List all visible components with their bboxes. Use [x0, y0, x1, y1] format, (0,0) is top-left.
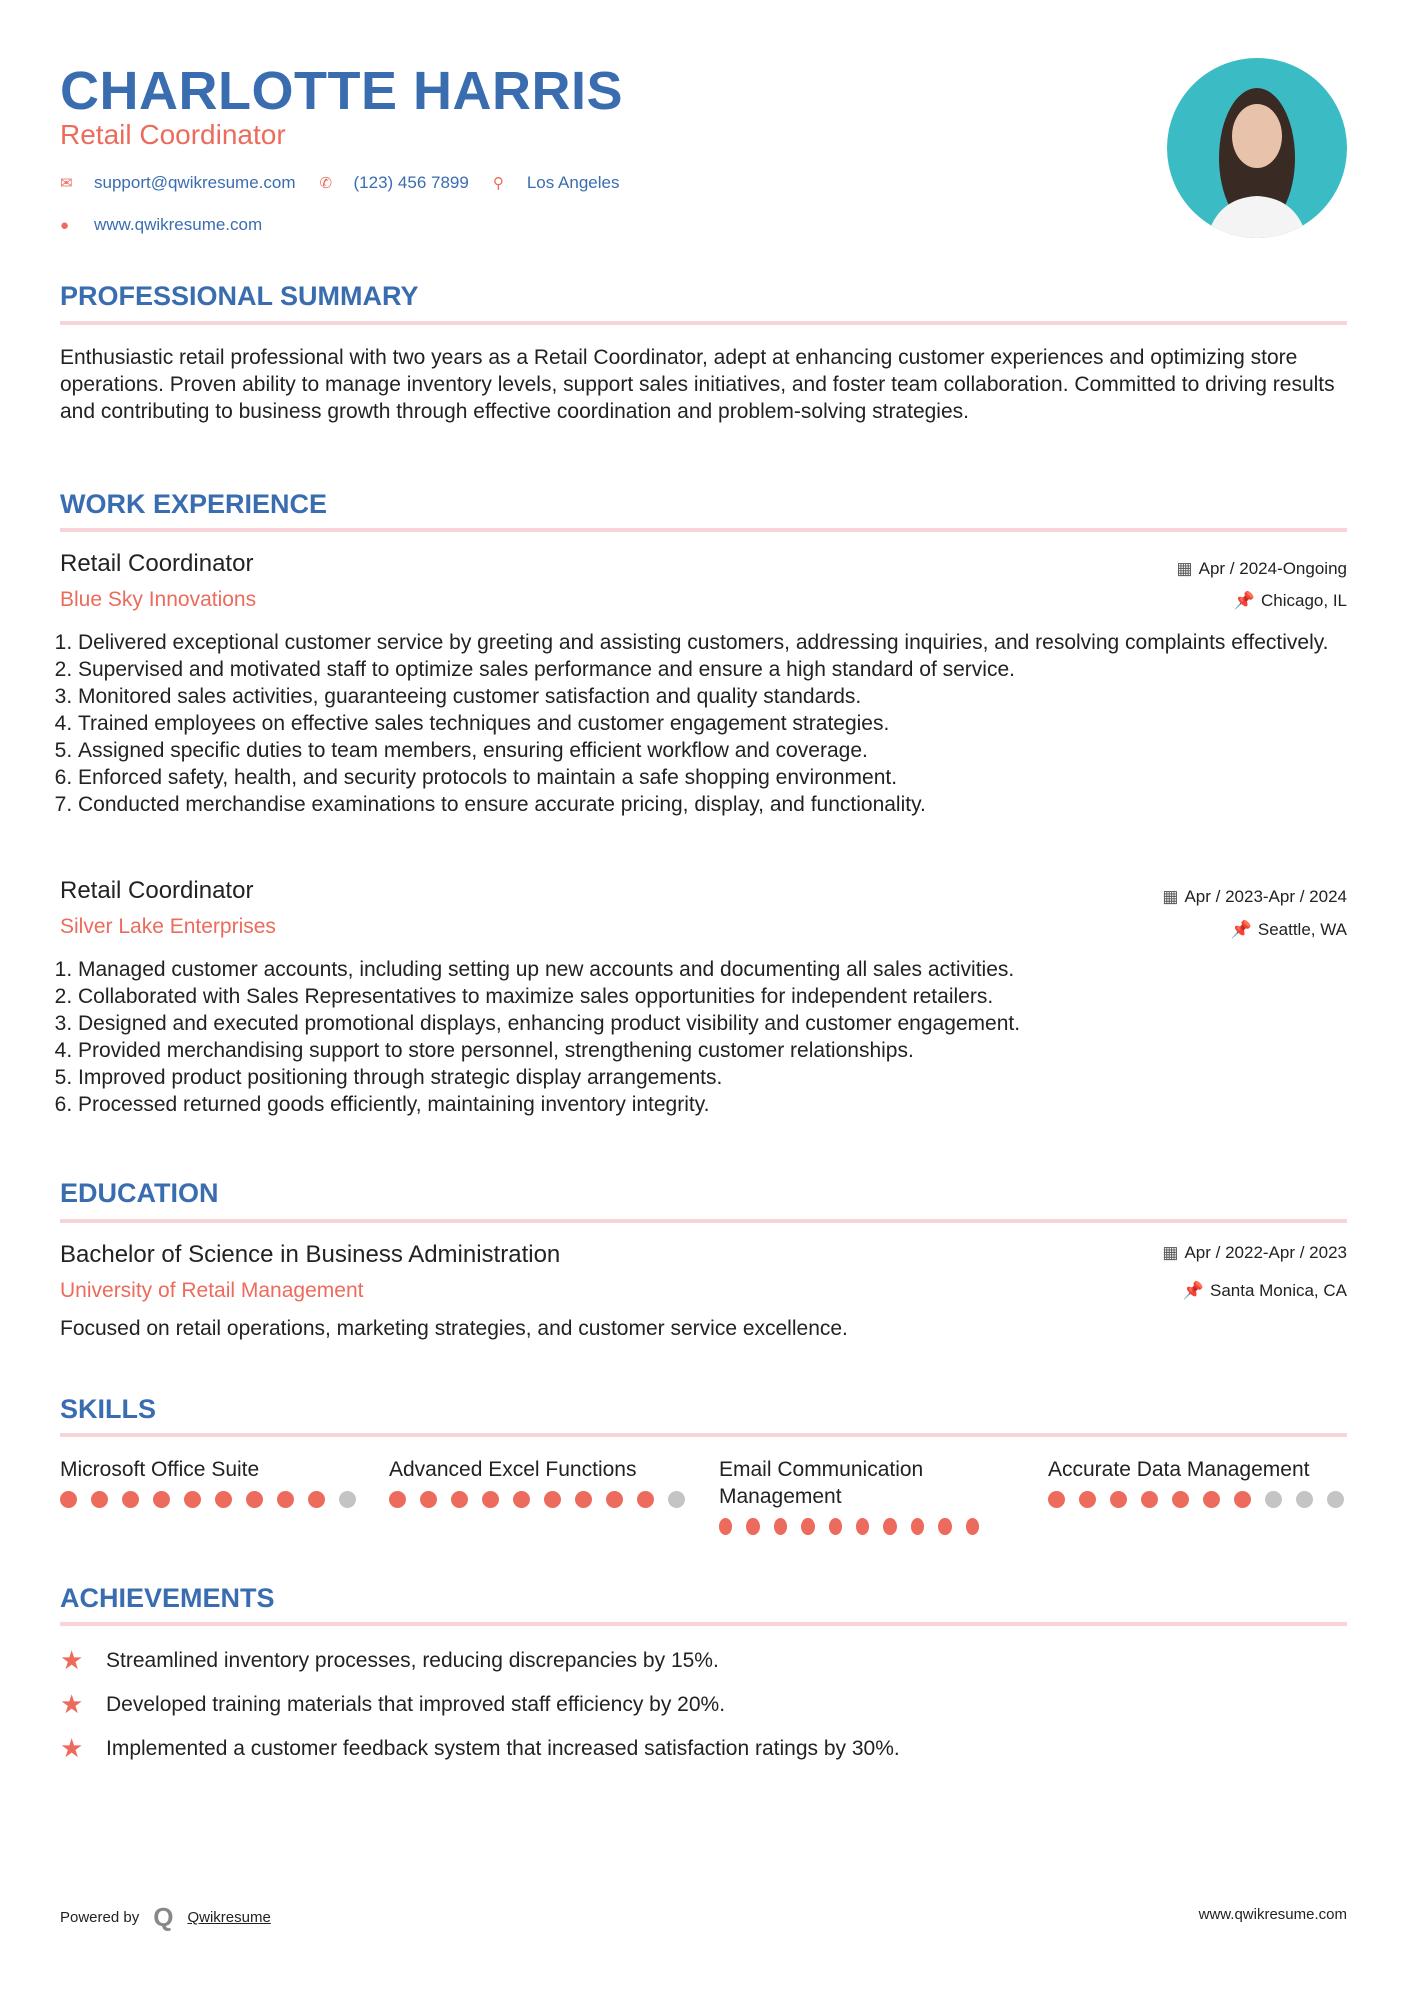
footer-powered — [60, 1902, 271, 1933]
rating-dot-filled — [389, 1491, 406, 1508]
bullet: 4. Trained employees on effective sales techniques and customer engagement strategies. — [78, 710, 1347, 737]
rating-dot-filled — [774, 1518, 787, 1535]
skill-rating — [389, 1491, 689, 1508]
rating-dot-filled — [451, 1491, 468, 1508]
job-date-text: Apr / 2024-Ongoing — [1198, 559, 1347, 578]
bullet: 7. Conducted merchandise examinations to ensure accurate pricing, display, and functionality. — [78, 791, 1347, 818]
pin-icon: 📌 — [1182, 1281, 1204, 1300]
bullet: 3. Monitored sales activities, guaranteeing customer satisfaction and quality standards. — [78, 683, 1347, 710]
skill-name: Advanced Excel Functions — [389, 1458, 637, 1481]
rating-dot-filled — [1079, 1491, 1096, 1508]
divider — [60, 1219, 1347, 1223]
location-pin-icon: ⚲ — [492, 175, 504, 192]
rating-dot-filled — [513, 1491, 530, 1508]
rating-dot-filled — [246, 1491, 263, 1508]
achievements-heading: ACHIEVEMENTS — [60, 1583, 275, 1613]
bullet: 2. Collaborated with Sales Representatives to maximize sales opportunities for independent retailers. — [78, 983, 1347, 1010]
skills-heading: SKILLS — [60, 1394, 157, 1424]
email-icon: ✉ — [60, 175, 73, 192]
qwikresume-logo-icon: Q — [153, 1902, 174, 1932]
rating-dot-filled — [637, 1491, 654, 1508]
achievement-item — [60, 1689, 725, 1720]
job-company: Blue Sky Innovations — [60, 588, 257, 611]
rating-dot-empty — [1327, 1491, 1344, 1508]
rating-dot-filled — [883, 1518, 896, 1535]
rating-dot-filled — [719, 1518, 732, 1535]
job-location-text: Chicago, IL — [1261, 591, 1347, 610]
achievement-text: Streamlined inventory processes, reducing discrepancies by 15%. — [106, 1648, 719, 1672]
rating-dot-filled — [544, 1491, 561, 1508]
rating-dot-filled — [829, 1518, 842, 1535]
rating-dot-filled — [184, 1491, 201, 1508]
skill-name: Accurate Data Management — [1048, 1458, 1310, 1481]
job-bullets — [60, 956, 1347, 1118]
education-location-text: Santa Monica, CA — [1209, 1281, 1347, 1300]
job-bullets — [60, 629, 1347, 818]
rating-dot-filled — [308, 1491, 325, 1508]
rating-dot-filled — [606, 1491, 623, 1508]
candidate-name: CHARLOTTE HARRIS — [60, 61, 623, 121]
bullet: 5. Improved product positioning through strategic display arrangements. — [78, 1064, 1347, 1091]
job-title: Retail Coordinator — [60, 550, 254, 577]
achievement-text: Implemented a customer feedback system that increased satisfaction ratings by 30%. — [106, 1736, 900, 1760]
rating-dot-empty — [1296, 1491, 1313, 1508]
rating-dot-filled — [966, 1518, 979, 1535]
skill-item — [719, 1456, 979, 1535]
rating-dot-filled — [122, 1491, 139, 1508]
pin-icon: 📌 — [1230, 920, 1252, 939]
footer-url[interactable]: www.qwikresume.com — [1198, 1906, 1347, 1923]
skill-name: Microsoft Office Suite — [60, 1458, 260, 1481]
rating-dot-empty — [668, 1491, 685, 1508]
degree: Bachelor of Science in Business Administration — [60, 1241, 561, 1268]
phone-text: (123) 456 7899 — [353, 173, 469, 192]
rating-dot-filled — [482, 1491, 499, 1508]
rating-dot-filled — [277, 1491, 294, 1508]
job-location — [1231, 920, 1347, 940]
job-date — [1162, 887, 1347, 907]
achievement-text: Developed training materials that improved staff efficiency by 20%. — [106, 1692, 726, 1716]
skill-item — [60, 1456, 360, 1508]
location-text: Los Angeles — [526, 173, 620, 192]
skill-name: Email Communication Management — [719, 1458, 924, 1508]
rating-dot-filled — [1048, 1491, 1065, 1508]
bullet: 6. Enforced safety, health, and security protocols to maintain a safe shopping environment. — [78, 764, 1347, 791]
rating-dot-filled — [153, 1491, 170, 1508]
bullet: 1. Delivered exceptional customer service by greeting and assisting customers, addressing inquiries, and resolving complaints effectively. — [78, 629, 1347, 656]
job-date — [1177, 559, 1347, 579]
rating-dot-filled — [575, 1491, 592, 1508]
achievement-item — [60, 1733, 900, 1764]
skill-item — [1048, 1456, 1348, 1508]
skill-rating — [60, 1491, 360, 1508]
rating-dot-filled — [938, 1518, 951, 1535]
skill-item — [389, 1456, 689, 1508]
star-icon: ★ — [60, 1645, 84, 1675]
rating-dot-empty — [1265, 1491, 1282, 1508]
summary-text: Enthusiastic retail professional with two years as a Retail Coordinator, adept at enhancing customer experiences and optimizing store operations. Proven ability to manage inventory levels, support sales initiatives, and foster team collaboration. Committed to driving results and contributing to business growth through effective coordination and problem-solving strategies. — [60, 346, 1335, 423]
education-date — [1162, 1243, 1347, 1263]
rating-dot-filled — [1234, 1491, 1251, 1508]
job-location — [1234, 591, 1347, 611]
calendar-icon: ▦ — [1176, 559, 1193, 578]
summary-heading: PROFESSIONAL SUMMARY — [60, 281, 419, 311]
rating-dot-filled — [91, 1491, 108, 1508]
rating-dot-filled — [1141, 1491, 1158, 1508]
rating-dot-filled — [215, 1491, 232, 1508]
website-row — [60, 215, 262, 235]
rating-dot-filled — [1172, 1491, 1189, 1508]
skill-rating — [1048, 1491, 1348, 1508]
job-company: Silver Lake Enterprises — [60, 915, 276, 938]
rating-dot-filled — [856, 1518, 869, 1535]
phone-icon: ✆ — [319, 175, 333, 192]
bullet: 5. Assigned specific duties to team members, ensuring efficient workflow and coverage. — [78, 737, 1347, 764]
education-location — [1183, 1281, 1347, 1301]
calendar-icon: ▦ — [1162, 1243, 1179, 1262]
rating-dot-filled — [1203, 1491, 1220, 1508]
globe-icon: ● — [60, 216, 70, 234]
divider — [60, 1433, 1347, 1437]
work-heading: WORK EXPERIENCE — [60, 489, 328, 519]
rating-dot-filled — [1110, 1491, 1127, 1508]
job-location-text: Seattle, WA — [1257, 920, 1347, 939]
calendar-icon: ▦ — [1162, 887, 1179, 906]
achievement-item — [60, 1645, 719, 1676]
profile-photo — [1167, 58, 1347, 238]
bullet: 6. Processed returned goods efficiently, maintaining inventory integrity. — [78, 1091, 1347, 1118]
skill-rating — [719, 1518, 979, 1535]
divider — [60, 528, 1347, 532]
rating-dot-filled — [60, 1491, 77, 1508]
star-icon: ★ — [60, 1689, 84, 1719]
star-icon: ★ — [60, 1733, 84, 1763]
job-date-text: Apr / 2023-Apr / 2024 — [1184, 887, 1347, 906]
bullet: 1. Managed customer accounts, including setting up new accounts and documenting all sales activities. — [78, 956, 1347, 983]
candidate-title: Retail Coordinator — [60, 119, 286, 150]
education-date-text: Apr / 2022-Apr / 2023 — [1184, 1243, 1347, 1262]
email-link[interactable]: support@qwikresume.com — [94, 173, 296, 192]
school: University of Retail Management — [60, 1279, 364, 1302]
divider — [60, 1622, 1347, 1626]
bullet: 3. Designed and executed promotional displays, enhancing product visibility and customer engagement. — [78, 1010, 1347, 1037]
website-link[interactable]: www.qwikresume.com — [94, 215, 263, 234]
rating-dot-empty — [339, 1491, 356, 1508]
qwikresume-link[interactable]: Qwikresume — [187, 1909, 271, 1926]
education-heading: EDUCATION — [60, 1178, 219, 1208]
rating-dot-filled — [420, 1491, 437, 1508]
contact-row — [60, 173, 619, 193]
job-title: Retail Coordinator — [60, 877, 254, 904]
powered-by-label: Powered by — [60, 1909, 140, 1926]
bullet: 2. Supervised and motivated staff to optimize sales performance and ensure a high standard of service. — [78, 656, 1347, 683]
rating-dot-filled — [746, 1518, 759, 1535]
bullet: 4. Provided merchandising support to store personnel, strengthening customer relationships. — [78, 1037, 1347, 1064]
education-description: Focused on retail operations, marketing strategies, and customer service excellence. — [60, 1317, 848, 1340]
rating-dot-filled — [801, 1518, 814, 1535]
rating-dot-filled — [911, 1518, 924, 1535]
divider — [60, 321, 1347, 325]
pin-icon: 📌 — [1233, 591, 1255, 610]
